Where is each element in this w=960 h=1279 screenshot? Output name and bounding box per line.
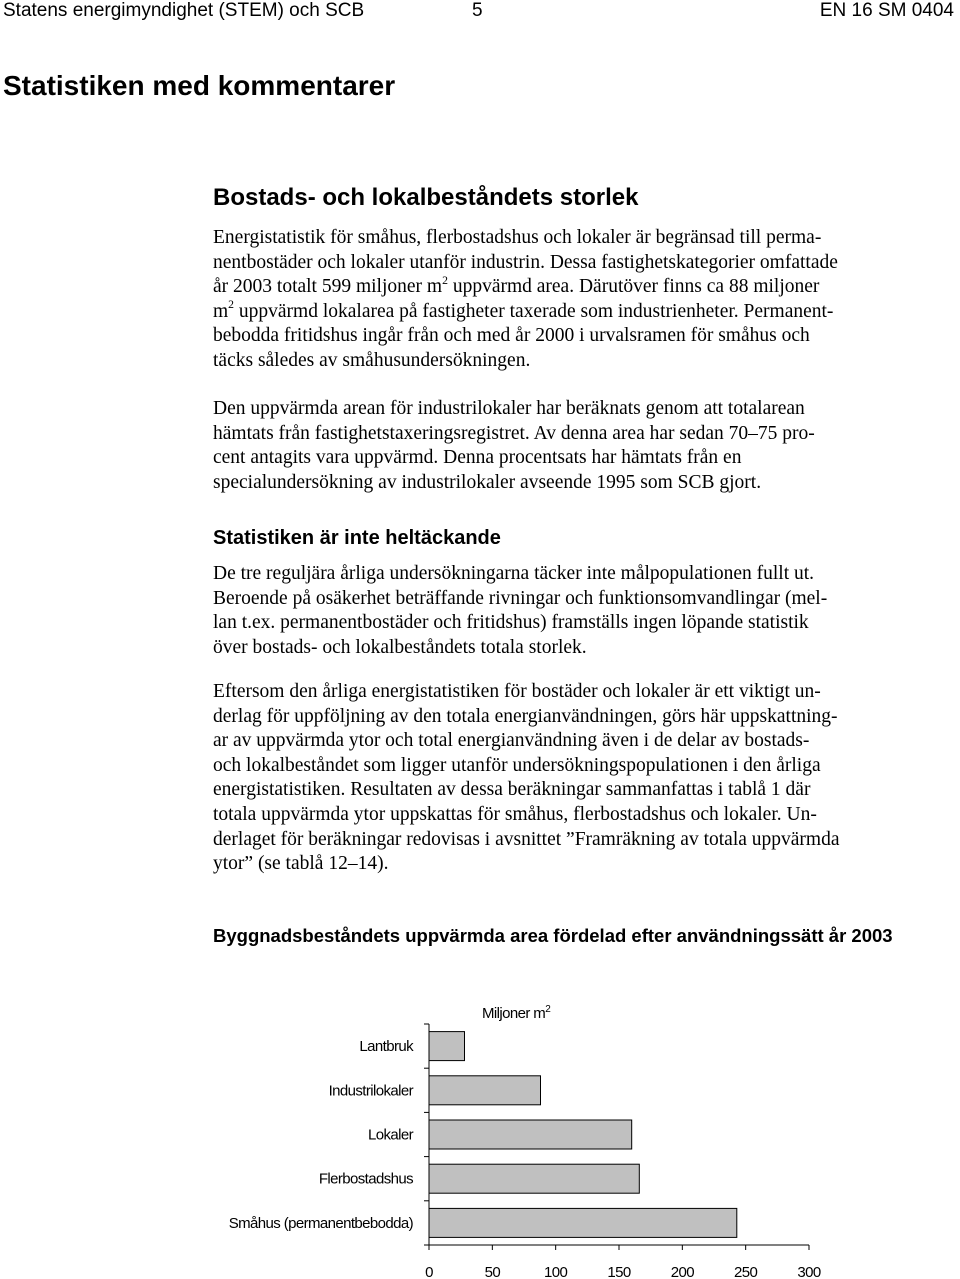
text-line: $m^2$ uppvärmd lokalarea på fastigheter taxerade som industrienheter. Permanent- [213, 298, 834, 322]
text-line: bebodda fritidshus ingår från och med år 2000 i urvalsramen för småhus och [213, 325, 810, 347]
text-line: totala uppvärmda ytor uppskattas för småhus, flerbostadshus och lokaler. Un- [213, 803, 817, 825]
header-page-number: 5 [472, 0, 483, 21]
unit-label: Miljoner $m^2$ [482, 1004, 551, 1022]
text-line: Eftersom den årliga energistatistiken för bostäder och lokaler är ett viktigt un- [213, 681, 821, 702]
x-tick-label: 200 [670, 1264, 694, 1279]
category-label: Lantbruk [359, 1038, 413, 1056]
category-label: Småhus (permanentbebodda) [228, 1214, 413, 1232]
header-report-id: EN 16 SM 0404 [819, 0, 954, 21]
x-tick-label: 0 [425, 1264, 433, 1279]
bar-2 [429, 1120, 632, 1149]
text-line: derlag för uppföljning av den totala energianvändningen, görs här uppskattning- [213, 705, 838, 727]
text-line: Den uppvärmda arean för industrilokaler har beräknats genom att totalarean [213, 398, 805, 419]
bar-chart [0, 990, 960, 1279]
section-paragraph-1 [213, 226, 955, 374]
text-line: Energistatistik för småhus, flerbostadshus och lokaler är begränsad till perma- [213, 227, 822, 248]
subsection-paragraph-2 [213, 680, 955, 877]
section-paragraph-2 [213, 397, 955, 495]
text-line: år 2003 totalt 599 miljoner $m^2$ uppvärmd area. Därutöver finns ca 88 miljoner [213, 273, 820, 298]
bar-3 [429, 1164, 639, 1193]
text-line: De tre reguljära årliga undersökningarna täcker inte målpopulationen fullt ut. [213, 563, 815, 584]
text-line: täcks således av småhusundersökningen. [213, 349, 531, 371]
text-line: nentbostäder och lokaler utanför industrin. Dessa fastighetskategorier omfattade [213, 251, 838, 273]
text-line: cent antagits vara uppvärmd. Denna procentsats har hämtats från en [213, 447, 742, 469]
text-line: Beroende på osäkerhet beträffande rivningar och funktionsomvandlingar (mel- [213, 587, 828, 609]
text-line: ytor” (se tablå 12–14). [213, 853, 389, 875]
text-line: ar av uppvärmda ytor och total energianvändning även i de delar av bostads- [213, 730, 810, 752]
text-line: hämtats från fastighetstaxeringsregistret. Av denna area har sedan 70–75 pro- [213, 422, 815, 444]
bar-1 [429, 1076, 541, 1105]
bar-0 [429, 1032, 465, 1061]
main-title: Statistiken med kommentarer [3, 70, 396, 101]
x-tick-label: 50 [484, 1264, 501, 1279]
category-label: Lokaler [368, 1126, 413, 1144]
header-publisher: Statens energimyndighet (STEM) och SCB [3, 0, 365, 21]
category-label: Flerbostadshus [318, 1170, 413, 1188]
section-title: Bostads- och lokalbeståndets storlek [213, 184, 639, 211]
text-line: specialundersökning av industrilokaler avseende 1995 som SCB gjort. [213, 471, 762, 493]
text-line: lan t.ex. permanentbostäder och fritidshus) framställs ingen löpande statistik [213, 612, 809, 634]
text-line: över bostads- och lokalbeståndets totala storlek. [213, 636, 587, 658]
x-tick-label: 300 [797, 1264, 821, 1279]
text-line: derlaget för beräkningar redovisas i avsnittet ”Framräkning av totala uppvärmda [213, 828, 840, 850]
text-line: energistatistiken. Resultaten av dessa beräkningar sammanfattas i tablå 1 där [213, 779, 811, 801]
chart-title: Byggnadsbeståndets uppvärmda area fördelad efter användningssätt år 2003 [213, 925, 893, 946]
subsection-paragraph-1 [213, 562, 955, 660]
subsection-title: Statistiken är inte heltäckande [213, 527, 501, 549]
bar-4 [429, 1208, 737, 1237]
x-tick-label: 150 [607, 1264, 631, 1279]
x-tick-label: 250 [734, 1264, 758, 1279]
text-line: och lokalbeståndet som ligger utanför undersökningspopulationen i den årliga [213, 754, 821, 776]
category-label: Industrilokaler [328, 1082, 413, 1100]
x-tick-label: 100 [544, 1264, 568, 1279]
